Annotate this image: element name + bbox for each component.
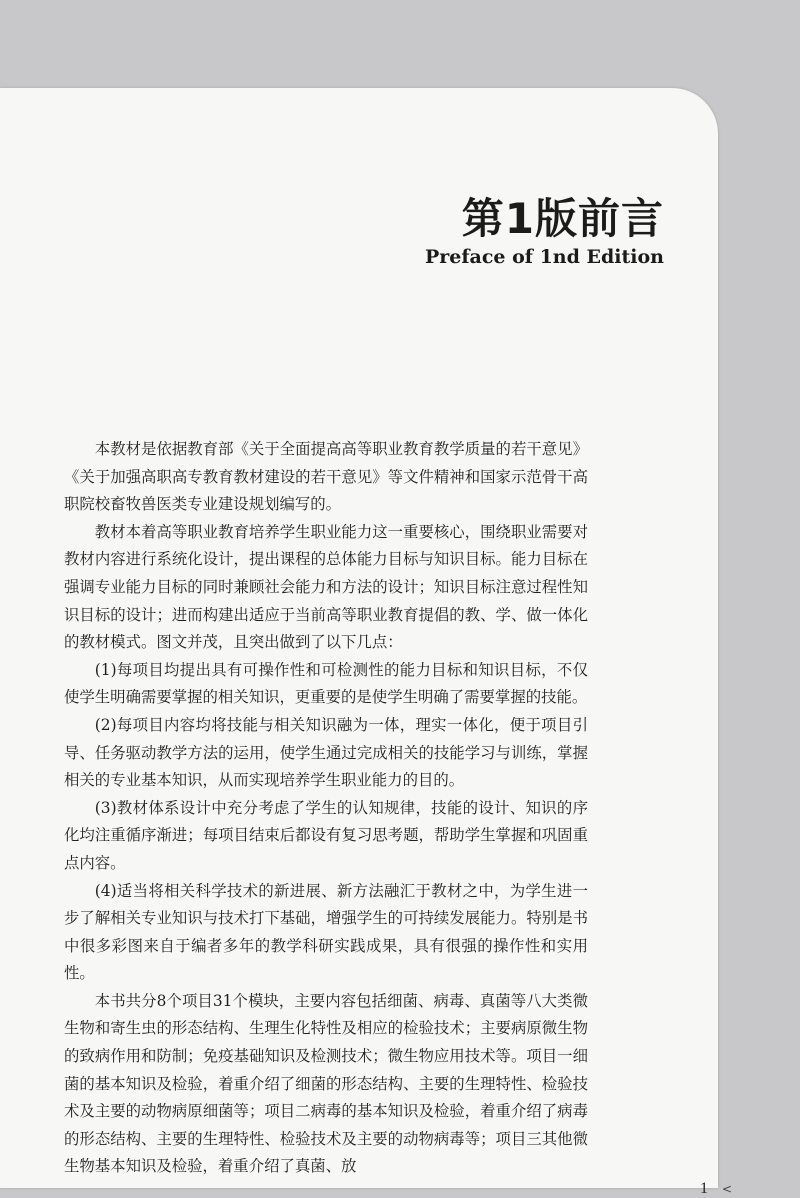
paragraph: 教材本着高等职业教育培养学生职业能力这一重要核心，围绕职业需要对教材内容进行系统化设计，提出课程的总体能力目标与知识目标。能力目标在强调专业能力目标的同时兼顾社会能力和方法的设计；知识目标注意过程性知识目标的设计；进而构建出适应于当前高等职业教育提倡的教、学、做一体化的教材模式。图文并茂，且突出做到了以下几点： bbox=[64, 522, 588, 652]
paragraph: 本教材是依据教育部《关于全面提高高等职业教育教学质量的若干意见》《关于加强高职高专教育教材建设的若干意见》等文件精神和国家示范骨干高职院校畜牧兽医类专业建设规划编写的。 bbox=[64, 440, 588, 514]
title-block bbox=[425, 196, 664, 268]
book-page bbox=[0, 88, 733, 1197]
paragraph: (4)适当将相关科学技术的新进展、新方法融汇于教材之中，为学生进一步了解相关专业知识与技术打下基础，增强学生的可持续发展能力。特别是书中很多彩图来自于编者多年的教学科研实践成果，具有很强的操作性和实用性。 bbox=[64, 881, 588, 983]
paragraph: (3)教材体系设计中充分考虑了学生的认知规律，技能的设计、知识的序化均注重循序渐进；每项目结束后都设有复习思考题，帮助学生掌握和巩固重点内容。 bbox=[64, 798, 588, 872]
paragraph: 本书共分8个项目31个模块，主要内容包括细菌、病毒、真菌等八大类微生物和寄生虫的形态结构、生理生化特性及相应的检验技术；主要病原微生物的致病作用和防制；免疫基础知识及检测技术；微生物应用技术等。项目一细菌的基本知识及检验，着重介绍了细菌的形态结构、主要的生理特性、检验技术及主要的动物病原细菌等；项目二病毒的基本知识及检验，着重介绍了病毒的形态结构、主要的生理特性、检验技术及主要的动物病毒等；项目三其他微生物基本知识及检验，着重介绍了真菌、放 bbox=[64, 991, 588, 1176]
page-number: 1 bbox=[700, 1180, 708, 1197]
page-arrow-icon: < bbox=[722, 1182, 733, 1196]
page-subtitle: Preface of 1nd Edition bbox=[424, 246, 664, 268]
body-text bbox=[64, 436, 588, 1181]
page-title: 第1版前言 bbox=[461, 194, 664, 243]
paragraph: (2)每项目内容均将技能与相关知识融为一体，理实一体化，便于项目引导、任务驱动教学方法的运用，使学生通过完成相关的技能学习与训练，掌握相关的专业基本知识，从而实现培养学生职业能力的目的。 bbox=[64, 715, 588, 790]
paragraph: (1)每项目均提出具有可操作性和可检测性的能力目标和知识目标，不仅使学生明确需要掌握的相关知识，更重要的是使学生明确了需要掌握的技能。 bbox=[64, 660, 588, 707]
